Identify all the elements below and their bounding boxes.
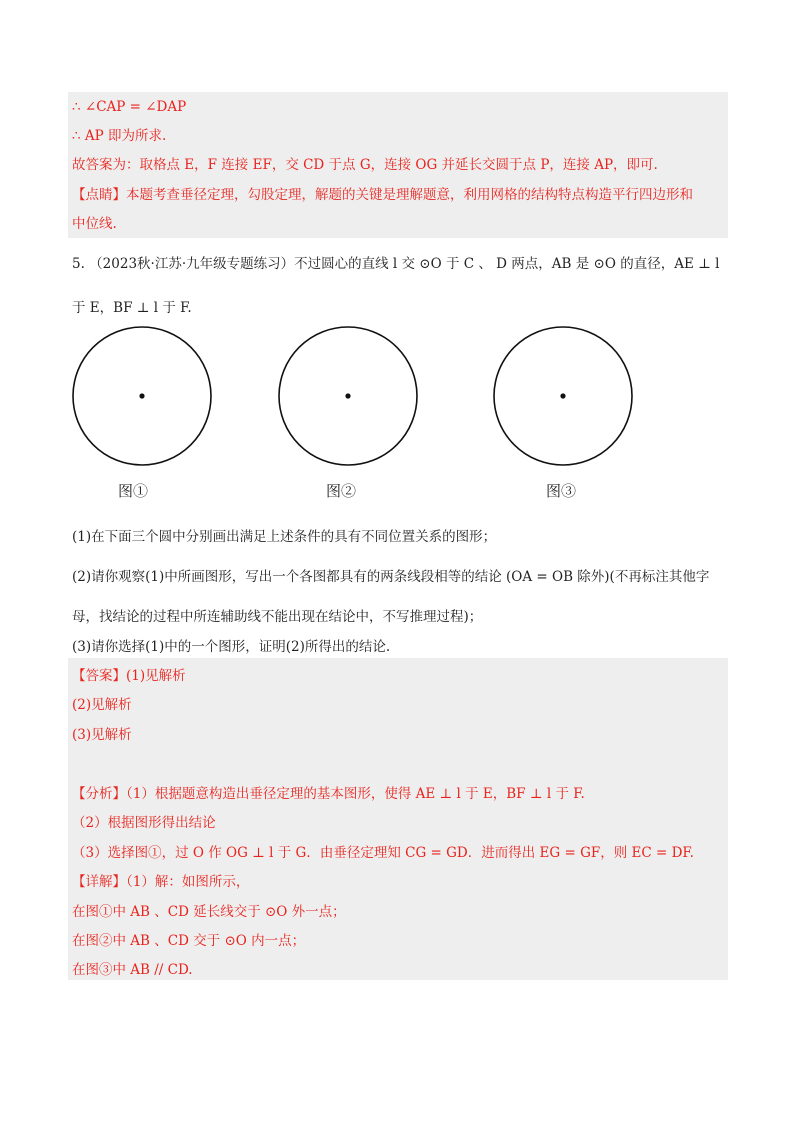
question-2-line-2: 母，找结论的过程中所连辅助线不能出现在结论中，不写推理过程)； bbox=[72, 609, 483, 625]
circle-figure-3 bbox=[491, 324, 635, 468]
detail-line-3: 在图②中 AB 、CD 交于 ⊙O 内一点； bbox=[72, 933, 306, 949]
analysis-line-3: （3）选择图①，过 O 作 OG ⊥ l 于 G．由垂径定理知 CG = GD．进而得出 EG = GF，则 EC = DF. bbox=[72, 845, 694, 861]
detail-line-1: 【详解】（1）解：如图所示， bbox=[72, 874, 250, 890]
problem-line-2: 于 E，BF ⊥ l 于 F. bbox=[72, 300, 192, 316]
question-3: (3)请你选择(1)中的一个图形，证明(2)所得出的结论. bbox=[72, 639, 391, 655]
analysis-line-2: （2）根据图形得出结论 bbox=[72, 815, 216, 831]
figure-caption-2: 图② bbox=[326, 482, 357, 500]
circle-figure-2 bbox=[276, 324, 420, 468]
question-2-line-1: (2)请你观察(1)中所画图形，写出一个各图都具有的两条线段相等的结论 (OA = OB 除外)(不再标注其他字 bbox=[72, 569, 710, 585]
answer-2: (2)见解析 bbox=[72, 697, 132, 713]
detail-line-4: 在图③中 AB // CD. bbox=[72, 962, 193, 978]
answer-3: (3)见解析 bbox=[72, 727, 132, 743]
proof-line-1: ∴ ∠CAP = ∠DAP bbox=[72, 99, 187, 115]
problem-line-1: 5. （2023秋·江苏·九年级专题练习）不过圆心的直线 l 交 ⊙O 于 C 、 D 两点，AB 是 ⊙O 的直径，AE ⊥ l bbox=[72, 256, 720, 272]
proof-line-2: ∴ AP 即为所求. bbox=[72, 128, 167, 144]
question-1: (1)在下面三个圆中分别画出满足上述条件的具有不同位置关系的图形； bbox=[72, 529, 497, 545]
comment-line-1: 【点睛】本题考查垂径定理，勾股定理，解题的关键是理解题意，利用网格的结构特点构造平行四边形和 bbox=[72, 187, 693, 203]
figure-caption-1: 图① bbox=[118, 482, 149, 500]
circle-figure-1 bbox=[70, 324, 214, 468]
answer-heading: 【答案】(1)见解析 bbox=[72, 668, 186, 684]
comment-line-2: 中位线. bbox=[72, 216, 117, 232]
answer-line: 故答案为：取格点 E，F 连接 EF，交 CD 于点 G，连接 OG 并延长交圆于点 P，连接 AP，即可. bbox=[72, 157, 658, 173]
analysis-line-1: 【分析】（1）根据题意构造出垂径定理的基本图形，使得 AE ⊥ l 于 E，BF ⊥ l 于 F. bbox=[72, 786, 585, 802]
detail-line-2: 在图①中 AB 、CD 延长线交于 ⊙O 外一点； bbox=[72, 904, 346, 920]
figure-caption-3: 图③ bbox=[546, 482, 577, 500]
